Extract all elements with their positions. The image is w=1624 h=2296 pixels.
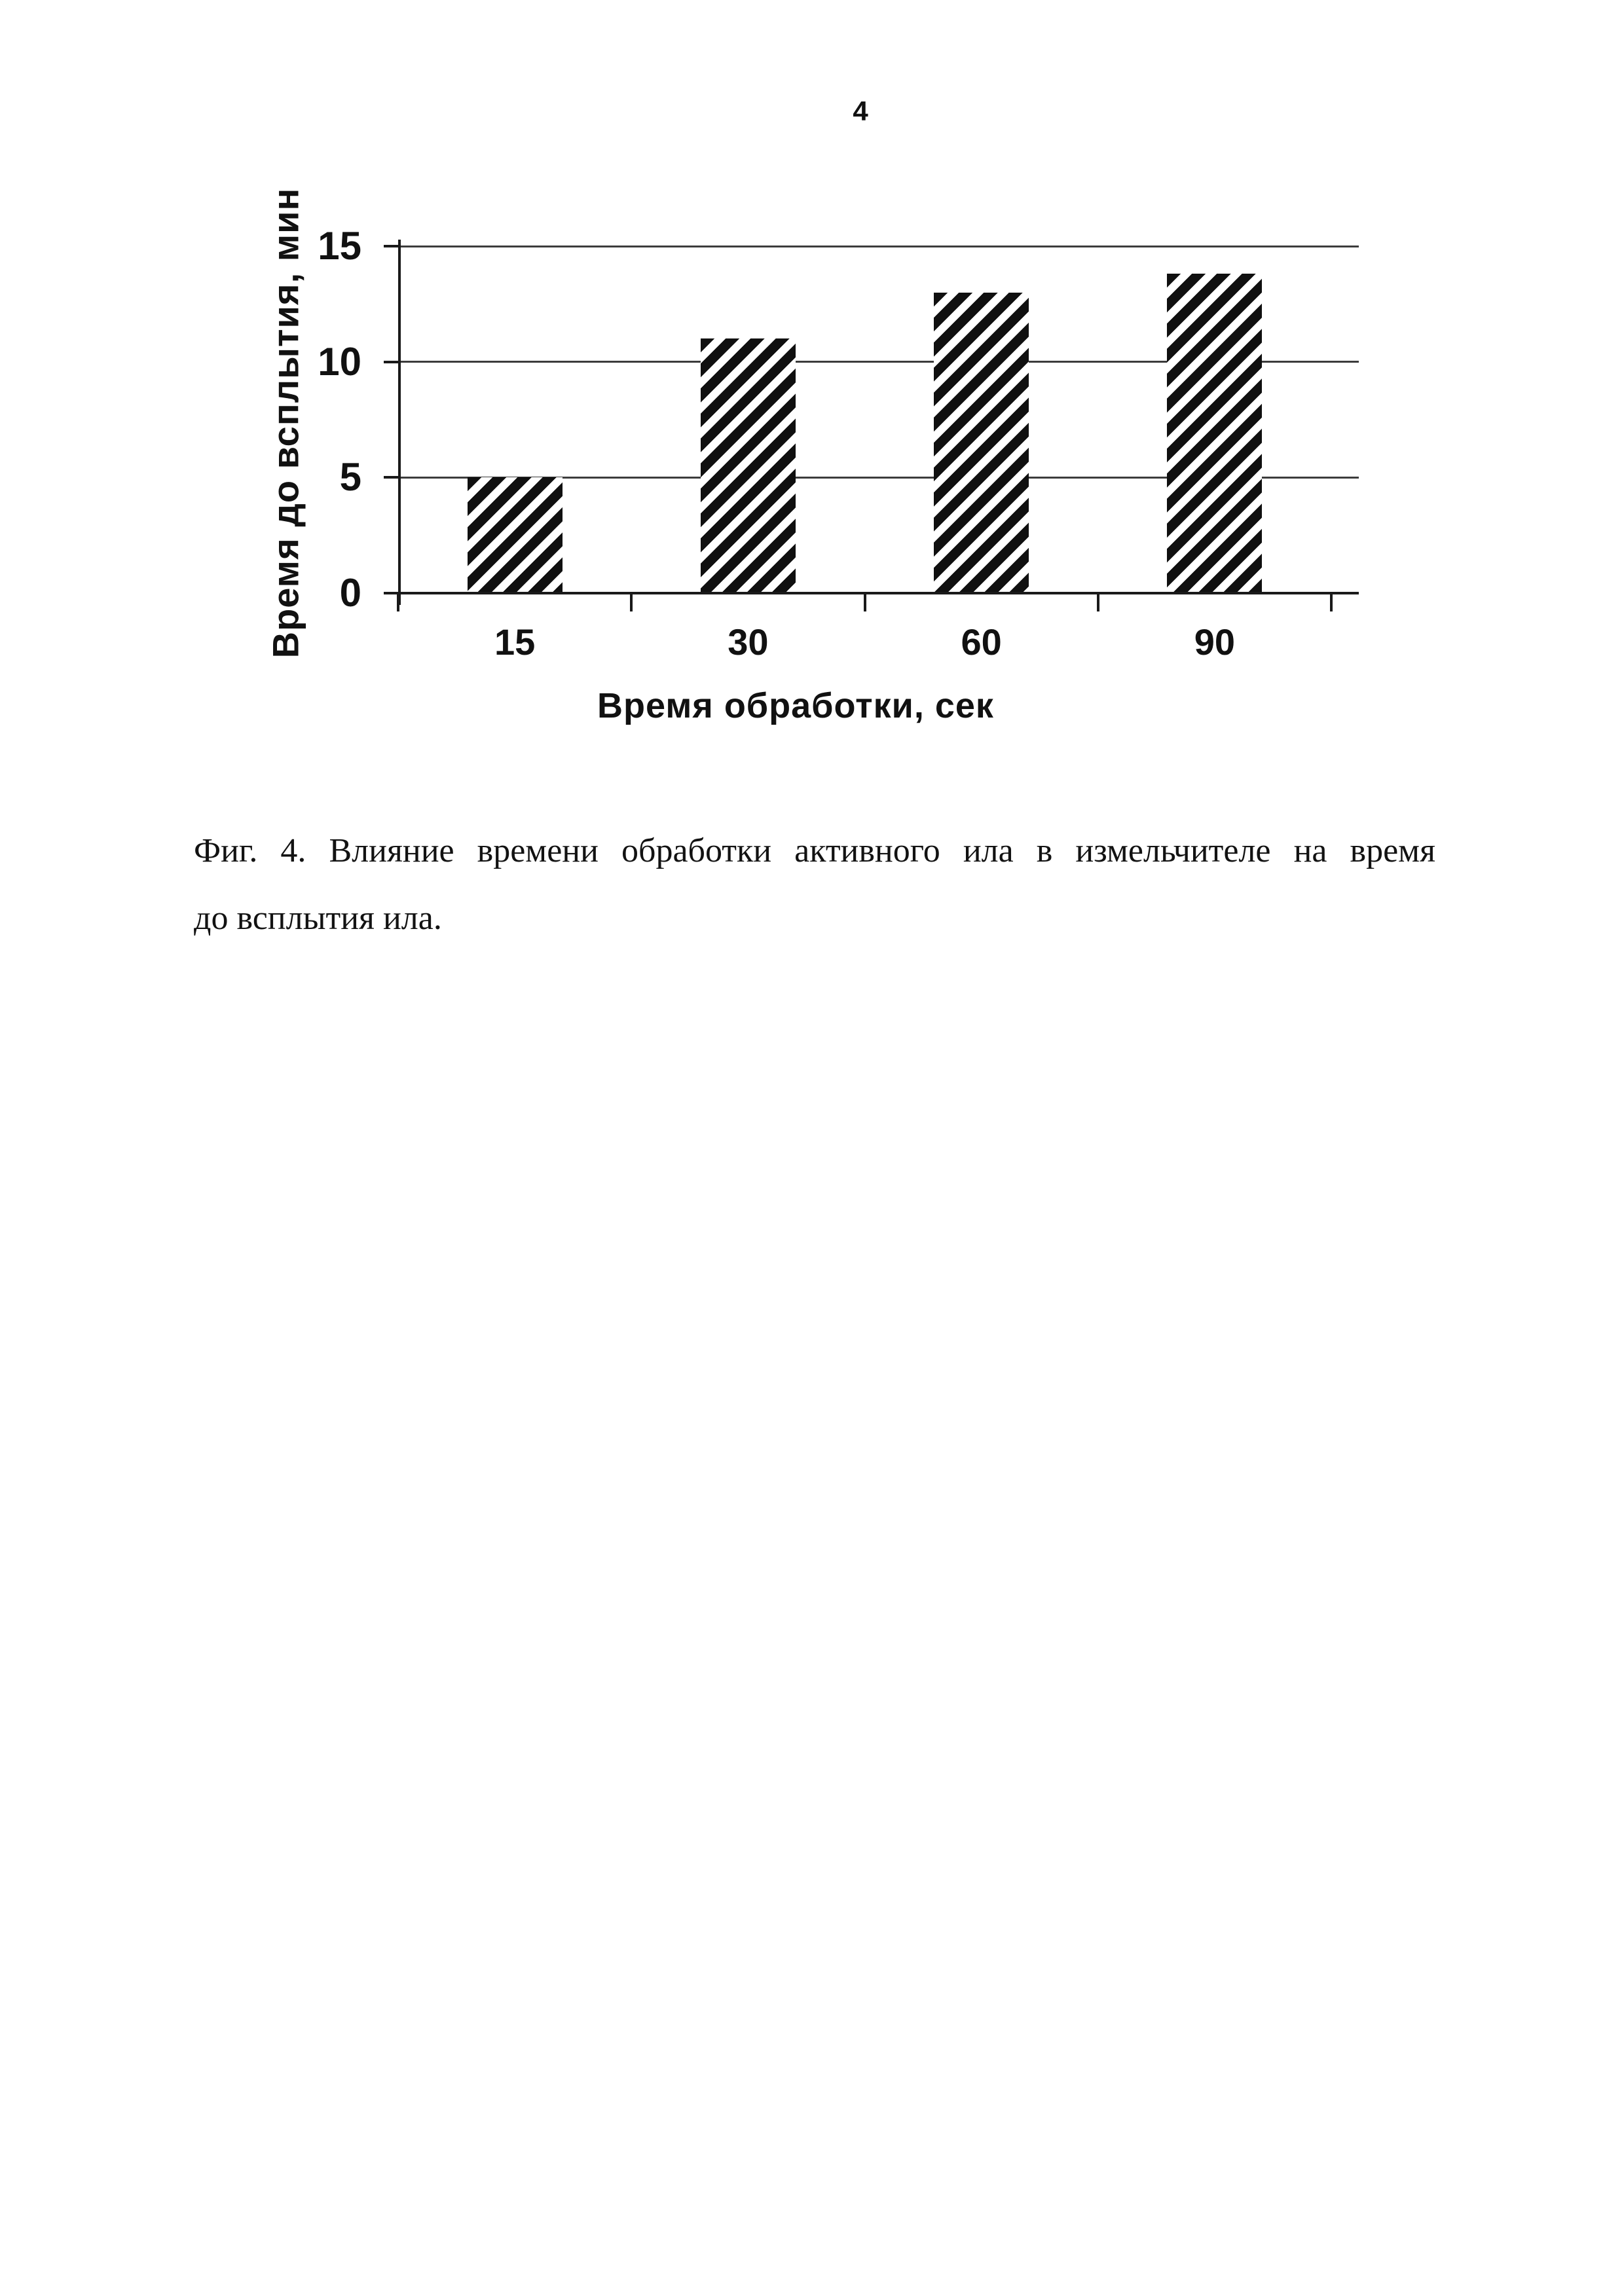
gridline-15 xyxy=(398,246,1359,247)
y-axis-tick-10 xyxy=(384,361,401,363)
plot-area xyxy=(398,246,1359,593)
x-axis-line xyxy=(384,592,1359,594)
x-axis-title: Время обработки, сек xyxy=(597,686,994,725)
y-axis-tick-5 xyxy=(384,476,401,479)
y-axis-line xyxy=(398,240,401,605)
bar-30s xyxy=(701,338,796,593)
y-axis-tick-15 xyxy=(384,245,401,247)
bar-chart-figure xyxy=(26,10,1598,2286)
figure-caption-line2: до всплытия ила. xyxy=(194,900,442,937)
x-tick-label-90: 90 xyxy=(1194,621,1236,663)
y-tick-label-10: 10 xyxy=(318,339,361,384)
y-tick-label-5: 5 xyxy=(339,455,361,500)
figure-caption-line1: Фиг. 4. Влияние времени обработки активного ила в измельчителе на время xyxy=(194,832,1435,869)
page-number: 4 xyxy=(853,96,868,126)
x-axis-tick-3 xyxy=(1097,593,1099,611)
y-tick-label-0: 0 xyxy=(339,571,361,615)
bar-90s xyxy=(1167,274,1262,593)
x-tick-label-30: 30 xyxy=(728,621,769,663)
y-axis-title: Время до всплытия, мин xyxy=(265,187,306,659)
x-tick-label-60: 60 xyxy=(961,621,1002,663)
x-tick-label-15: 15 xyxy=(494,621,536,663)
figure-caption xyxy=(194,833,1435,937)
x-axis-tick-0 xyxy=(397,593,399,611)
bar-60s xyxy=(934,293,1029,593)
x-axis-tick-1 xyxy=(630,593,633,611)
y-tick-label-15: 15 xyxy=(318,224,361,268)
x-axis-tick-2 xyxy=(864,593,866,611)
x-axis-tick-4 xyxy=(1330,593,1333,611)
bar-15s xyxy=(468,477,563,593)
